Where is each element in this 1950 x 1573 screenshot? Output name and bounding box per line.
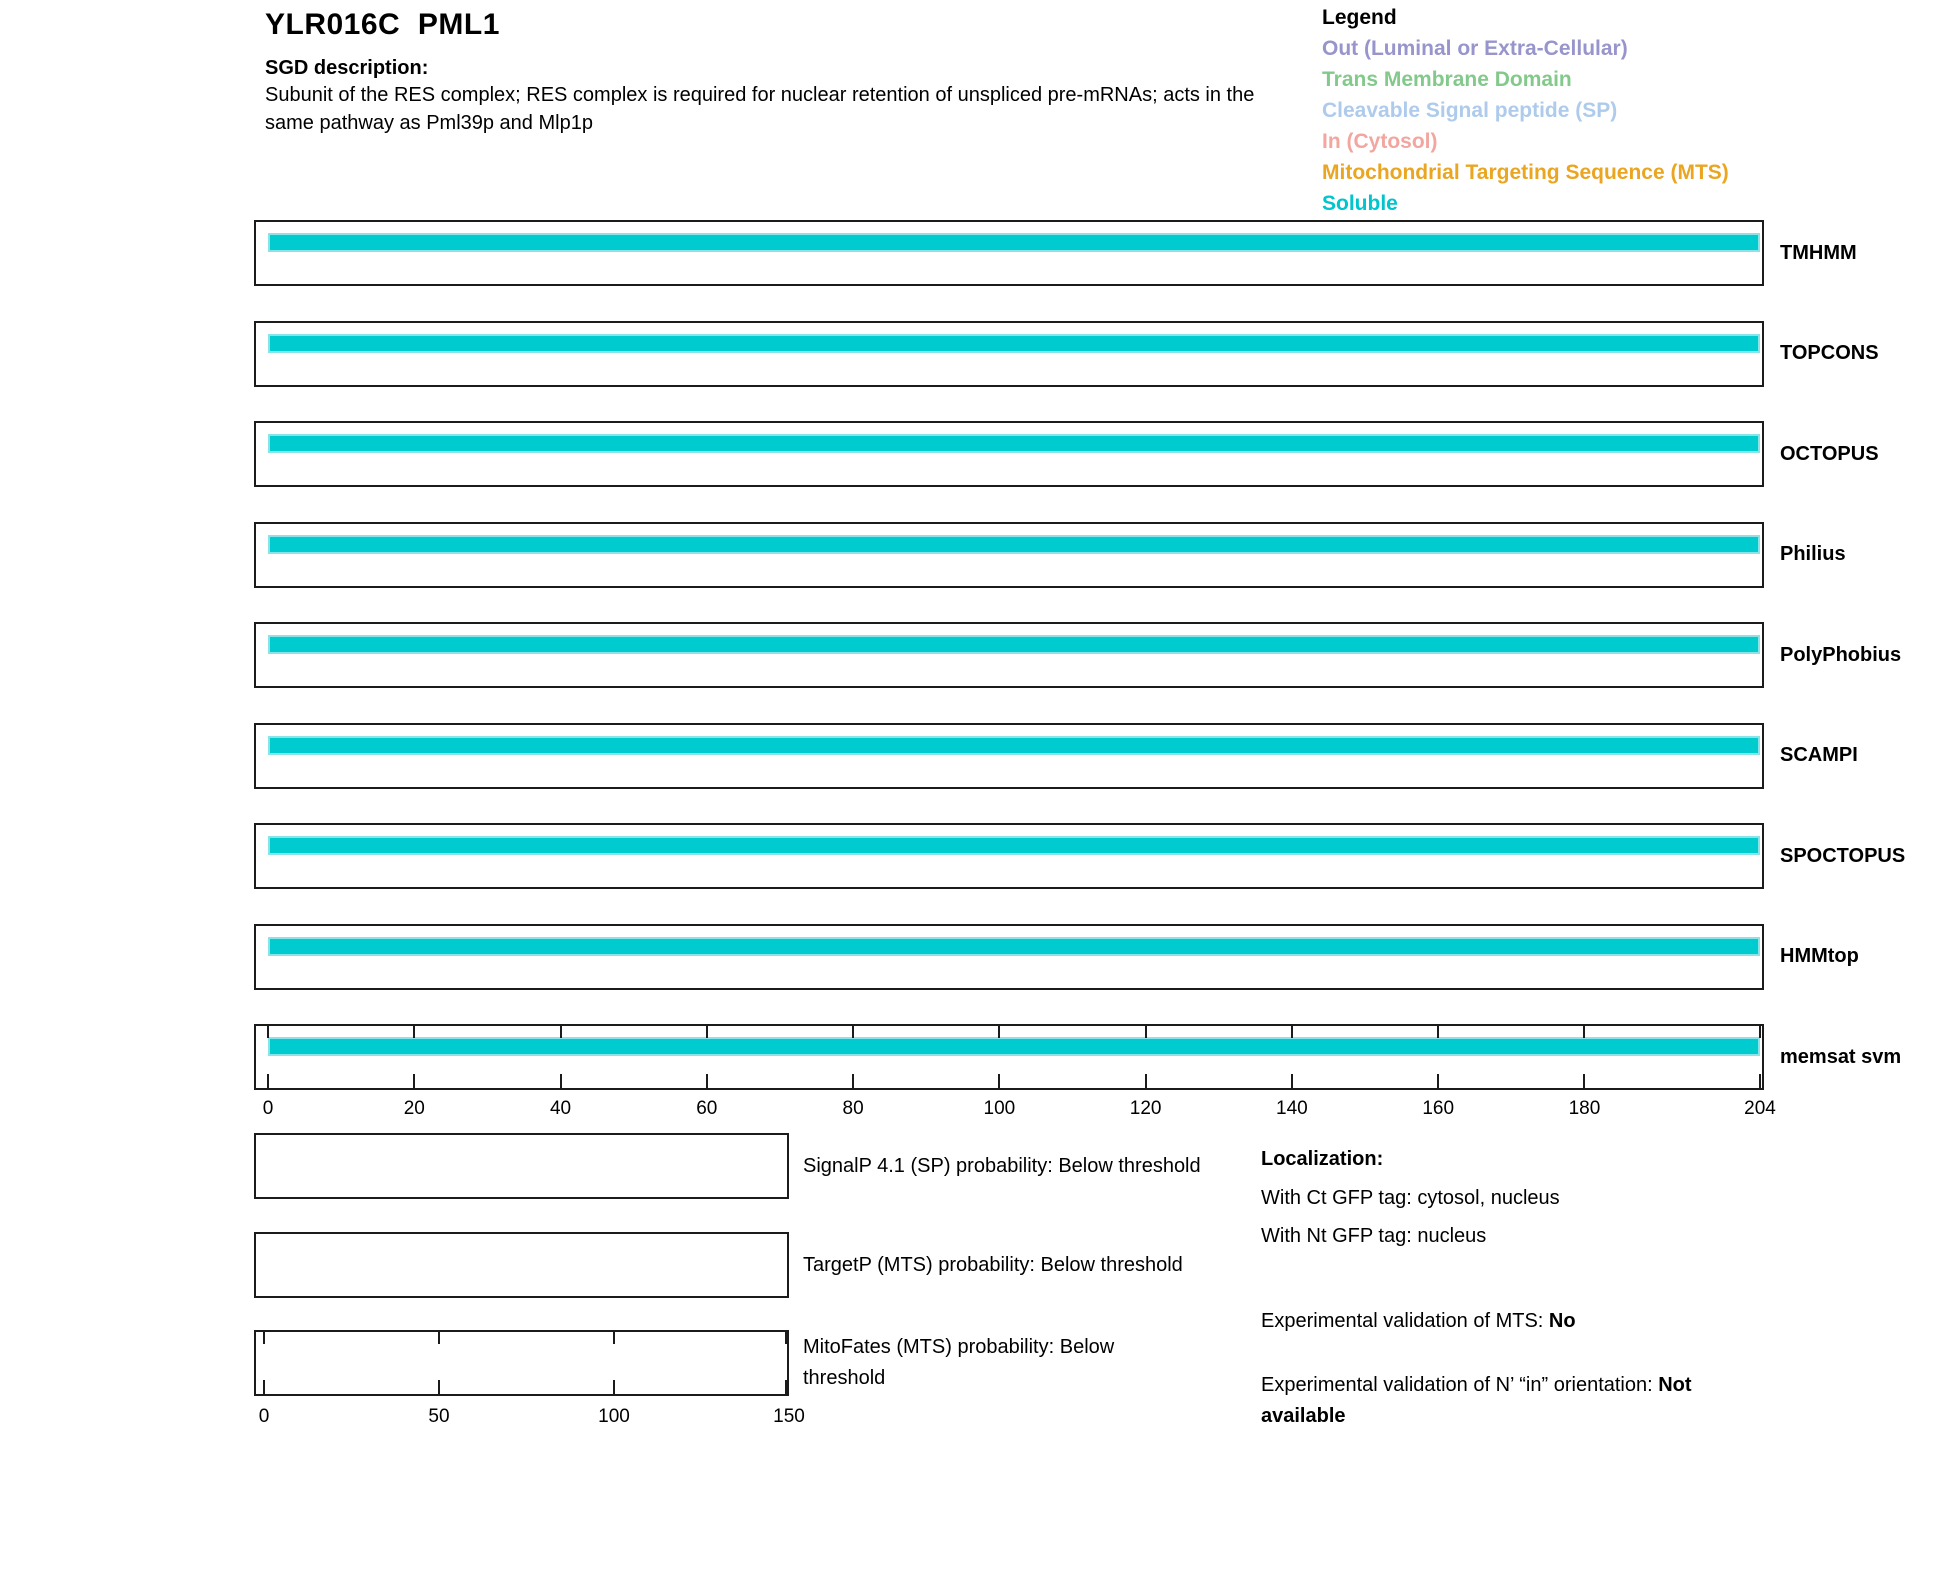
prediction-bar-soluble bbox=[268, 334, 1760, 353]
prediction-bar-soluble bbox=[268, 1037, 1760, 1056]
residue-axis-label: 140 bbox=[1276, 1098, 1308, 1119]
legend-item-tmd: Trans Membrane Domain bbox=[1322, 68, 1572, 91]
axis-tick bbox=[1583, 1026, 1585, 1038]
mini-axis-tick bbox=[438, 1380, 440, 1394]
track-label-hmmtop: HMMtop bbox=[1780, 945, 1859, 967]
track-box-philius bbox=[254, 522, 1764, 588]
residue-axis-label: 160 bbox=[1422, 1098, 1455, 1119]
axis-tick bbox=[1145, 1074, 1147, 1088]
mini-axis-tick bbox=[613, 1332, 615, 1344]
legend-item-soluble: Soluble bbox=[1322, 192, 1398, 215]
axis-tick bbox=[1583, 1074, 1585, 1088]
residue-axis-label: 60 bbox=[696, 1098, 718, 1119]
prediction-bar-soluble bbox=[268, 736, 1760, 755]
track-box-topcons bbox=[254, 321, 1764, 387]
track-label-scampi: SCAMPI bbox=[1780, 744, 1858, 766]
mini-axis-label: 0 bbox=[258, 1406, 270, 1427]
probability-caption-1: SignalP 4.1 (SP) probability: Below threshold bbox=[803, 1154, 1201, 1177]
track-box-polyphobius bbox=[254, 622, 1764, 688]
probability-box-1 bbox=[254, 1133, 789, 1199]
legend bbox=[1322, 2, 1729, 219]
prediction-bar-soluble bbox=[268, 233, 1760, 252]
axis-tick bbox=[560, 1074, 562, 1088]
track-box-hmmtop bbox=[254, 924, 1764, 990]
legend-item-mts: Mitochondrial Targeting Sequence (MTS) bbox=[1322, 161, 1729, 184]
axis-tick bbox=[852, 1026, 854, 1038]
experimental-orientation-value: Not available bbox=[1261, 1374, 1692, 1427]
experimental-mts-validation bbox=[1261, 1310, 1576, 1333]
residue-axis-label: 180 bbox=[1568, 1098, 1601, 1119]
track-box-tmhmm bbox=[254, 220, 1764, 286]
track-label-octopus: OCTOPUS bbox=[1780, 442, 1879, 465]
probability-box-2 bbox=[254, 1232, 789, 1298]
residue-axis-label: 20 bbox=[403, 1098, 425, 1119]
residue-axis-label: 204 bbox=[1744, 1098, 1776, 1119]
mini-axis-tick bbox=[613, 1380, 615, 1394]
mini-axis-label: 100 bbox=[598, 1406, 630, 1427]
axis-tick bbox=[706, 1026, 708, 1038]
mini-axis-tick bbox=[263, 1332, 265, 1344]
legend-items bbox=[1322, 33, 1729, 219]
track-box-spoctopus bbox=[254, 823, 1764, 889]
track-box-scampi bbox=[254, 723, 1764, 789]
mini-axis-tick bbox=[438, 1332, 440, 1344]
probability-box-3 bbox=[254, 1330, 789, 1396]
axis-tick bbox=[1291, 1074, 1293, 1088]
legend-title: Legend bbox=[1322, 6, 1397, 29]
sgd-description-label: SGD description: bbox=[265, 57, 429, 79]
track-label-topcons: TOPCONS bbox=[1780, 342, 1879, 364]
axis-tick bbox=[852, 1074, 854, 1088]
axis-tick bbox=[560, 1026, 562, 1038]
track-label-spoctopus: SPOCTOPUS bbox=[1780, 844, 1906, 867]
experimental-mts-value: No bbox=[1548, 1310, 1576, 1332]
localization-ct-gfp: With Ct GFP tag: cytosol, nucleus bbox=[1261, 1187, 1560, 1209]
axis-tick bbox=[1759, 1026, 1761, 1038]
prediction-bar-soluble bbox=[268, 937, 1760, 956]
axis-tick bbox=[1145, 1026, 1147, 1038]
legend-item-out: Out (Luminal or Extra-Cellular) bbox=[1322, 37, 1628, 60]
residue-axis-label: 40 bbox=[549, 1098, 572, 1119]
axis-tick bbox=[1759, 1074, 1761, 1088]
probability-caption-2: TargetP (MTS) probability: Below threshold bbox=[803, 1253, 1183, 1276]
axis-tick bbox=[267, 1074, 269, 1088]
axis-tick bbox=[1437, 1074, 1439, 1088]
axis-tick bbox=[706, 1074, 708, 1088]
track-label-polyphobius: PolyPhobius bbox=[1780, 643, 1902, 666]
experimental-orientation-label: Experimental validation of N’ “in” orientation: bbox=[1261, 1374, 1659, 1396]
axis-tick bbox=[1437, 1026, 1439, 1038]
residue-axis-label: 120 bbox=[1129, 1098, 1162, 1119]
prediction-bar-soluble bbox=[268, 434, 1760, 453]
probability-caption-3: MitoFates (MTS) probability: Below threshold bbox=[803, 1336, 1115, 1389]
track-box-octopus bbox=[254, 421, 1764, 487]
mini-axis-tick bbox=[785, 1380, 787, 1394]
track-label-tmhmm: TMHMM bbox=[1780, 241, 1857, 264]
mini-axis-label: 150 bbox=[773, 1406, 805, 1427]
track-box-memsat-svm bbox=[254, 1024, 1764, 1090]
axis-tick bbox=[998, 1074, 1000, 1088]
axis-tick bbox=[1291, 1026, 1293, 1038]
prediction-bar-soluble bbox=[268, 635, 1760, 654]
experimental-mts-label: Experimental validation of MTS: bbox=[1261, 1310, 1549, 1332]
legend-item-sp: Cleavable Signal peptide (SP) bbox=[1322, 99, 1618, 122]
residue-axis-label: 80 bbox=[842, 1098, 864, 1119]
residue-axis-label: 0 bbox=[262, 1098, 274, 1119]
experimental-orientation-validation bbox=[1261, 1370, 1731, 1432]
residue-axis-label: 100 bbox=[983, 1098, 1016, 1119]
localization-heading: Localization: bbox=[1261, 1148, 1384, 1170]
sgd-description-text: Subunit of the RES complex; RES complex is required for nuclear retention of unspliced pre-mRNAs; acts in the same pathway as Pml39p and Mlp1p bbox=[265, 84, 1255, 134]
axis-tick bbox=[998, 1026, 1000, 1038]
axis-tick bbox=[267, 1026, 269, 1038]
prediction-bar-soluble bbox=[268, 535, 1760, 554]
axis-tick bbox=[413, 1074, 415, 1088]
axis-tick bbox=[413, 1026, 415, 1038]
mini-axis-tick bbox=[263, 1380, 265, 1394]
legend-item-in: In (Cytosol) bbox=[1322, 130, 1438, 153]
prediction-bar-soluble bbox=[268, 836, 1760, 855]
localization-nt-gfp: With Nt GFP tag: nucleus bbox=[1261, 1225, 1487, 1247]
track-label-philius: Philius bbox=[1780, 543, 1846, 565]
track-label-memsat-svm: memsat svm bbox=[1780, 1045, 1902, 1068]
mini-axis-label: 50 bbox=[428, 1406, 450, 1427]
mini-axis-tick bbox=[785, 1332, 787, 1344]
page-title: YLR016C PML1 bbox=[265, 8, 500, 41]
